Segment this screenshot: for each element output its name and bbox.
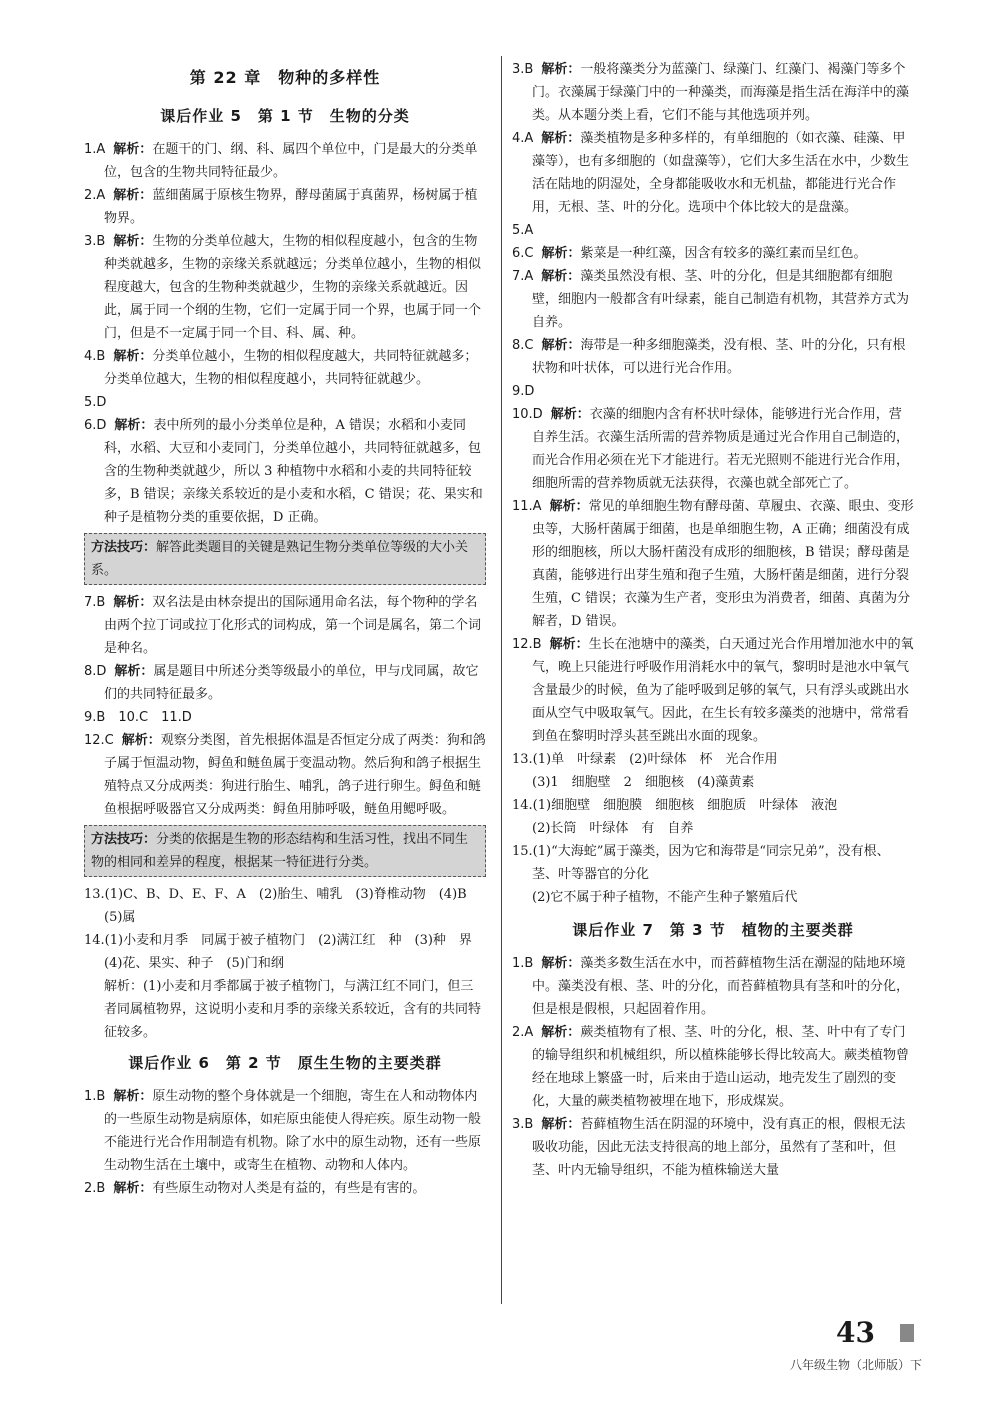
answer-item-cont: (2)长筒 叶绿体 有 自养 [532,821,694,836]
answer-item [84,706,486,729]
analysis-text: 在题干的门、纲、科、属四个单位中，门是最大的分类单位，包含的生物共同特征最少。 [104,142,478,180]
analysis-text: 蓝细菌属于原核生物界，酵母菌属于真菌界，杨树属于植物界。 [104,188,478,226]
analysis-label: 解析： [113,595,153,610]
answer-key: 2.A [512,1025,534,1040]
analysis-text: 常见的单细胞生物有酵母菌、草履虫、衣藻、眼虫、变形虫等，大肠杆菌属于细菌，也是单细胞生物，A 正确；细菌没有成形的细胞核，所以大肠杆菌没有成形的细胞核，B 错误；酵母菌是真菌，能够进行出芽生殖和孢子生殖，大肠杆菌是细菌，进行分裂生殖，C 错误；衣藻为生产者，变形虫为消费者，细菌、真菌为分解者，D 错误。 [532,499,914,629]
analysis-text: 表中所列的最小分类单位是种，A 错误；水稻和小麦同科，水稻、大豆和小麦同门，分类单位越小，共同特征就越多，包含的生物种类就越少，所以 3 种植物中水稻和小麦的共同特征较多，B 错误；亲缘关系较近的是小麦和水稻，C 错误；花、果实和种子是植物分类的重要依据，D 正确。 [104,418,483,525]
analysis-text: (1)小麦和月季都属于被子植物门，与满江红不同门，但三者同属植物界，这说明小麦和月季的亲缘关系较近，含有的共同特征较多。 [104,979,482,1040]
answer-item [84,138,486,184]
answer-key: 9.D [512,384,535,399]
method-tip [84,825,486,877]
answer-item [512,242,914,265]
answer-key: 4.A [512,131,534,146]
answer-key: 3.B [512,1117,534,1132]
answer-key: 12.B [512,637,542,652]
answer-key: 2.B [84,1181,106,1196]
answer-item [84,230,486,345]
answer-item [512,380,914,403]
answer-key: 5.D [84,395,107,410]
answer-item [84,1085,486,1177]
answer-item [512,127,914,219]
answer-key: 1.B [84,1089,106,1104]
analysis-text: 藻类植物是多种多样的，有单细胞的（如衣藻、硅藻、甲藻等），也有多细胞的（如盘藻等），它们大多生活在水中，少数生活在陆地的阴湿处，全身都能吸收水和无机盐，都能进行光合作用，无根、茎、叶的分化。选项中个体比较大的是盘藻。 [532,131,910,215]
tip-label: 方法技巧： [91,540,157,555]
answer-item [512,219,914,242]
analysis-label: 解析： [113,1181,153,1196]
analysis-text: 藻类虽然没有根、茎、叶的分化，但是其细胞都有细胞壁，细胞内一般都含有叶绿素，能自己制造有机物，其营养方式为自养。 [532,269,910,330]
answer-key: 3.B [512,62,534,77]
answer-item [84,414,486,529]
answer-key: 12.C [84,733,114,748]
answer-key: 7.A [512,269,534,284]
answer-analysis [84,975,486,1044]
answer-item [84,345,486,391]
answer-item [512,58,914,127]
answer-item [512,403,914,495]
book-title: 八年级生物（北师版）下 [790,1358,923,1372]
answer-item [84,184,486,230]
analysis-text: 苔藓植物生活在阴湿的环境中，没有真正的根，假根无法吸收功能，因此无法支持很高的地上部分，虽然有了茎和叶，但茎、叶内无输导组织，不能为植株输送大量 [532,1117,906,1178]
answer-key: 5.A [512,223,534,238]
left-column [84,58,486,1200]
analysis-text: 蕨类植物有了根、茎、叶的分化，根、茎、叶中有了专门的输导组织和机械组织，所以植株能够长得比较高大。蕨类植物曾经在地球上繁盛一时，后来由于造山运动，地壳发生了剧烈的变化，大量的蕨类植物被埋在地下，形成煤炭。 [532,1025,910,1109]
analysis-text: 属是题目中所述分类等级最小的单位，甲与戊同属，故它们的共同特征最多。 [104,664,479,702]
analysis-label: 解析： [541,338,581,353]
analysis-text: 观察分类图，首先根据体温是否恒定分成了两类：狗和鸽子属于恒温动物，鲟鱼和鲢鱼属于变温动物。然后狗和鸽子根据生殖特点又分成两类：狗进行胎生、哺乳，鸽子进行卵生。鲟鱼和鲢鱼根据呼吸器官又分成两类：鲟鱼用肺呼吸，鲢鱼用鳃呼吸。 [104,733,486,817]
answer-item [84,729,486,821]
analysis-label: 解析： [104,979,144,994]
analysis-label: 解析： [113,188,153,203]
answer-item: 13.(1)单 叶绿素 (2)叶绿体 杯 光合作用 [512,752,778,767]
analysis-label: 解析： [550,407,590,422]
answer-item [512,952,914,1021]
analysis-label: 解析： [113,1089,153,1104]
answer-item-cont: (2)它不属于种子植物，不能产生种子繁殖后代 [532,890,798,905]
analysis-label: 解析： [114,418,154,433]
analysis-text: 分类单位越小，生物的相似程度越大，共同特征就越多；分类单位越大，生物的相似程度越小，共同特征就越少。 [104,349,478,387]
answer-item: 13.(1)C、B、D、E、F、A (2)胎生、哺乳 (3)脊椎动物 (4)B (5)属 [84,887,480,925]
analysis-text: 双名法是由林奈提出的国际通用命名法，每个物种的学名由两个拉丁词或拉丁化形式的词构成，第一个词是属名，第二个词是种名。 [104,595,482,656]
answer-key: 9.B 10.C 11.D [84,710,192,725]
answer-item [512,265,914,334]
answer-item: 14.(1)细胞壁 细胞膜 细胞核 细胞质 叶绿体 液泡 [512,798,838,813]
chapter-title: 第 22 章 物种的多样性 [189,68,381,87]
analysis-label: 解析： [541,1025,581,1040]
analysis-label: 解析： [541,131,581,146]
analysis-text: 紫菜是一种红藻，因含有较多的藻红素而呈红色。 [580,246,867,261]
answer-item [512,1113,914,1182]
analysis-text: 原生动物的整个身体就是一个细胞，寄生在人和动物体内的一些原生动物是病原体，如疟原虫能使人得疟疾。原生动物一般不能进行光合作用制造有机物。除了水中的原生动物，还有一些原生动物生活在土壤中，或寄生在植物、动物和人体内。 [104,1089,482,1173]
tip-label: 方法技巧： [91,832,157,847]
analysis-text: 海带是一种多细胞藻类，没有根、茎、叶的分化，只有根状物和叶状体，可以进行光合作用。 [532,338,906,376]
analysis-label: 解析： [541,956,581,971]
answer-item [84,591,486,660]
section-title: 课后作业 6 第 2 节 原生生物的主要类群 [128,1054,442,1072]
answer-item [512,334,914,380]
analysis-label: 解析： [541,62,581,77]
answer-key: 6.C [512,246,534,261]
analysis-label: 解析： [541,269,581,284]
analysis-text: 生物的分类单位越大，生物的相似程度越小，包含的生物种类就越多，生物的亲缘关系就越远；分类单位越小，生物的相似程度越大，包含的生物种类就越少，生物的亲缘关系就越近。因此，属于同一个纲的生物，它们一定属于同一个界，也属于同一个门，但是不一定属于同一个目、科、属、种。 [104,234,482,341]
answer-item [512,495,914,633]
answer-key: 10.D [512,407,543,422]
page-corner-mark [900,1324,914,1342]
answer-key: 3.B [84,234,106,249]
method-tip [84,533,486,585]
answer-item: 14.(1)小麦和月季 同属于被子植物门 (2)满江红 种 (3)种 界 (4)花、果实、种子 (5)门和纲 [84,933,485,971]
right-column [512,58,914,1182]
analysis-text: 一般将藻类分为蓝藻门、绿藻门、红藻门、褐藻门等多个门。衣藻属于绿藻门中的一种藻类，而海藻是指生活在海洋中的藻类。从本题分类上看，它们不能与其他选项并列。 [532,62,910,123]
analysis-label: 解析： [541,1117,581,1132]
analysis-label: 解析： [121,733,161,748]
answer-item [84,1177,486,1200]
analysis-label: 解析： [114,664,154,679]
answer-item [84,391,486,414]
answer-key: 1.B [512,956,534,971]
page-number: 43 [836,1316,875,1349]
tip-text: 分类的依据是生物的形态结构和生活习性，找出不同生物的相同和差异的程度，根据某一特征进行分类。 [91,832,469,870]
answer-item [84,660,486,706]
analysis-label: 解析： [549,499,589,514]
analysis-label: 解析： [541,246,581,261]
answer-key: 11.A [512,499,542,514]
analysis-label: 解析： [113,142,153,157]
analysis-label: 解析： [549,637,589,652]
answer-key: 8.D [84,664,107,679]
analysis-text: 有些原生动物对人类是有益的，有些是有害的。 [152,1181,426,1196]
column-divider [501,56,502,1304]
analysis-text: 藻类多数生活在水中，而苔藓植物生活在潮湿的陆地环境中。藻类没有根、茎、叶的分化，而苔藓植物具有茎和叶的分化，但是根是假根，只起固着作用。 [532,956,910,1017]
answer-key: 4.B [84,349,106,364]
section-title: 课后作业 5 第 1 节 生物的分类 [160,107,410,125]
answer-item [512,1021,914,1113]
answer-item-cont: (3)1 细胞壁 2 细胞核 (4)藻黄素 [532,775,755,790]
analysis-text: 衣藻的细胞内含有杯状叶绿体，能够进行光合作用，营自养生活。衣藻生活所需的营养物质是通过光合作用自己制造的，而光合作用必须在光下才能进行。若无光照则不能进行光合作用，细胞所需的营养物质就无法获得，衣藻也就全部死亡了。 [532,407,910,491]
analysis-label: 解析： [113,234,153,249]
answer-key: 7.B [84,595,106,610]
answer-key: 8.C [512,338,534,353]
section-title: 课后作业 7 第 3 节 植物的主要类群 [572,921,854,939]
answer-item: 15.(1)“大海蛇”属于藻类，因为它和海带是“同宗兄弟”，没有根、茎、叶等器官的分化 [512,844,890,882]
analysis-text: 生长在池塘中的藻类，白天通过光合作用增加池水中的氧气，晚上只能进行呼吸作用消耗水中的氧气，黎明时是池水中氧气含量最少的时候，鱼为了能呼吸到足够的氧气，只有浮头或跳出水面从空气中吸取氧气。因此，在生长有较多藻类的池塘中，常常看到鱼在黎明时浮头甚至跳出水面的现象。 [532,637,914,744]
answer-item [512,633,914,748]
tip-text: 解答此类题目的关键是熟记生物分类单位等级的大小关系。 [91,540,469,578]
answer-key: 2.A [84,188,106,203]
answer-key: 6.D [84,418,107,433]
answer-key: 1.A [84,142,106,157]
analysis-label: 解析： [113,349,153,364]
